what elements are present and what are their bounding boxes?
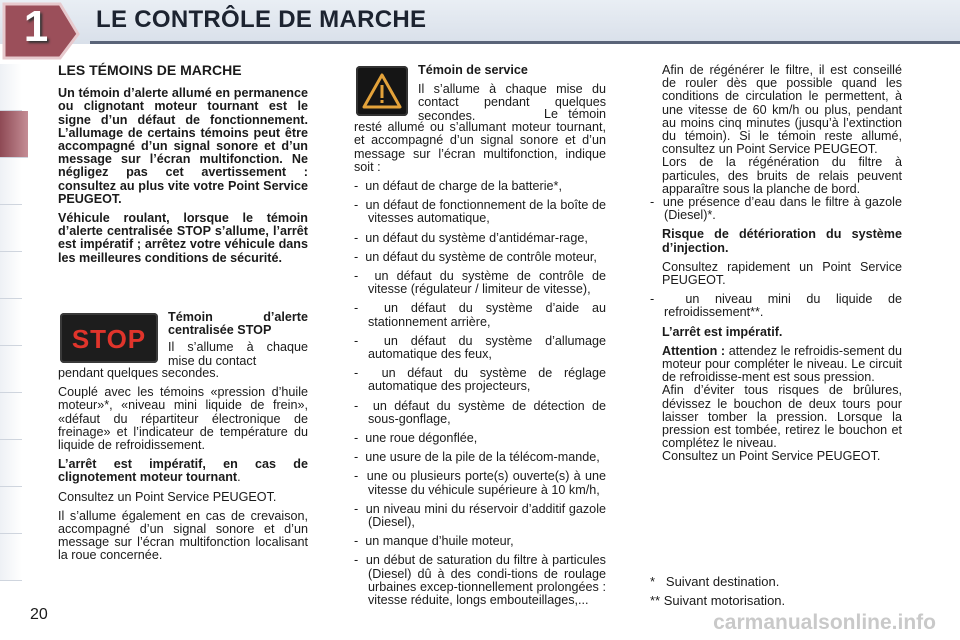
footnote-2-text: Suivant motorisation.: [663, 593, 786, 608]
footnote-2-mark: **: [650, 593, 661, 608]
side-tab[interactable]: [0, 64, 22, 111]
list-item: - une usure de la pile de la télécom-mande,: [354, 450, 600, 465]
consult-text-right: Consultez un Point Service PEUGEOT.: [662, 449, 881, 464]
regen-noise-text: Lors de la régénération du filtre à particules, des bruits de relais peuvent apparaître sous la planche de bord.: [662, 155, 902, 196]
side-tab[interactable]: [0, 534, 22, 581]
water-consult: Consultez rapidement un Point Service PEUGEOT.: [662, 259, 902, 288]
list-item: - un défaut du système de détection de sous-gonflage,: [354, 398, 606, 426]
column-right: [650, 64, 902, 470]
attention-text: Attention : attendez le refroidis-sement du moteur pour compléter le niveau. Le circuit de refroidisse-ment est sous pression.: [662, 343, 903, 385]
stop-heading: Témoin d’alerte centralisée STOP: [168, 310, 308, 338]
list-item: - un défaut du système d’allumage automatique des feux,: [354, 333, 606, 362]
stop-imperative-bold: L’arrêt est impératif, en cas de clignotement moteur tournant: [58, 457, 308, 485]
list-item: - un niveau mini du réservoir d’additif gazole (Diesel),: [354, 501, 606, 530]
stop-imperative: [58, 458, 308, 484]
list-item: - un défaut du système de contrôle moteur,: [354, 249, 597, 264]
section-title: LES TÉMOINS DE MARCHE: [58, 62, 242, 78]
side-tab[interactable]: [0, 440, 22, 487]
side-tab[interactable]: [0, 487, 22, 534]
list-item: - une ou plusieurs porte(s) ouverte(s) à une vitesse du véhicule supérieure à 10 km/h,: [354, 469, 606, 497]
side-tab[interactable]: [0, 346, 22, 393]
side-tab[interactable]: [0, 158, 22, 205]
footnote-2: [650, 593, 785, 608]
side-tab-active[interactable]: [0, 111, 28, 158]
stop-body: [58, 367, 308, 569]
side-tab[interactable]: [0, 252, 22, 299]
list-item: - un défaut du système de réglage automatique des projecteurs,: [354, 366, 606, 394]
column-left: [58, 64, 308, 271]
water-item: - une présence d’eau dans le filtre à gazole (Diesel)*.: [650, 195, 902, 223]
list-item: - un début de saturation du filtre à particules (Diesel) dû à des condi-tions de roulage urbaines excep-tionnellement prolongées : vitesse réduite, longs embouteillages,...: [354, 553, 606, 608]
puncture-text: Il s’allume également en cas de crevaison, accompagné d’un signal sonore et d’un message sur l’écran multifonction localisant la roue concernée.: [58, 508, 308, 563]
list-item: - une roue dégonflée,: [354, 431, 478, 446]
chapter-side-tabs: [0, 64, 28, 581]
regen-text: Afin de régénérer le filtre, il est conseillé de rouler dès que possible quand les conditions de circulation le permettent, à une vitesse de 60 km/h ou plus, pendant au moins cinq minutes (jusqu’à l’extinction du témoin). Si le témoin reste allumé, consultez un Point Service PEUGEOT.: [662, 63, 902, 157]
chapter-number: 1: [23, 2, 49, 51]
stop-text-1: Il s’allume à chaque mise du contact: [168, 340, 308, 368]
coupled-text: Couplé avec les témoins «pression d’huile moteur»*, «niveau mini liquide de frein», «défaut du répartiteur électronique de freinage» et l’indicateur de température du liquide de refroidissement.: [58, 385, 308, 453]
service-heading: Témoin de service: [418, 63, 528, 77]
watermark[interactable]: carmanualsonline.info: [713, 611, 936, 634]
side-tab[interactable]: [0, 205, 22, 252]
page-title: LE CONTRÔLE DE MARCHE: [96, 6, 427, 33]
page-number: 20: [30, 606, 48, 623]
list-item: - un manque d’huile moteur,: [354, 534, 514, 549]
rolling-warning: Véhicule roulant, lorsque le témoin d’alerte centralisée STOP s’allume, l’arrêt est impératif ; arrêtez votre véhicule dans les meilleures conditions de sécurité.: [58, 211, 308, 265]
stop-icon-label: STOP: [71, 324, 147, 354]
consult-text: Consultez un Point Service PEUGEOT.: [58, 489, 277, 504]
water-risk: Risque de détérioration du système d’injection.: [662, 227, 902, 255]
attention-label: Attention :: [662, 343, 726, 358]
list-item: - un défaut du système d’aide au stationnement arrière,: [354, 301, 606, 329]
footnote-1: [650, 574, 779, 589]
avoid-burns-text: Afin d’éviter tous risques de brûlures, dévissez le bouchon de deux tours pour laisser tomber la pression. Lorsque la pression est tombée, retirez le bouchon et complétez le niveau.: [662, 383, 902, 451]
list-item: - un défaut du système d’antidémar-rage,: [354, 230, 588, 245]
column-middle: [354, 108, 606, 613]
list-item: - un défaut du système de contrôle de vitesse (régulateur / limiteur de vitesse),: [354, 269, 606, 297]
intro-warning: Un témoin d’alerte allumé en permanence ou clignotant moteur tournant est le signe d’un défaut de fonctionnement. L’allumage de certains témoins peut être accompagné d’un signal sonore et d’un message sur l’écran multifonction. Ne négligez pas cet avertissement : consultez au plus vite votre Point Service PEUGEOT.: [58, 86, 308, 206]
coolant-stop: L’arrêt est impératif.: [662, 324, 783, 339]
service-text-a: Il s’allume à chaque mise du contact pendant quelques secondes.: [418, 82, 606, 123]
stop-text-2: pendant quelques secondes.: [58, 366, 220, 380]
service-list: [354, 180, 606, 607]
list-item: - un défaut de fonctionnement de la boîte de vitesses automatique,: [354, 198, 606, 226]
service-text-b: Le témoin resté allumé ou s’allumant moteur tournant, et accompagné d’un signal sonore et d’un message sur l’écran multifonction, indique soit :: [354, 107, 606, 174]
coolant-item: - un niveau mini du liquide de refroidissement**.: [650, 292, 902, 320]
footnote-1-mark: *: [650, 574, 656, 589]
side-tab[interactable]: [0, 393, 22, 440]
chapter-tab: [0, 0, 82, 62]
side-tab[interactable]: [0, 299, 22, 346]
stop-heading-block: [168, 311, 308, 368]
footnote-1-text: Suivant destination.: [665, 574, 780, 589]
list-item: - un défaut de charge de la batterie*,: [354, 179, 562, 194]
stop-warning-icon: [60, 313, 158, 363]
stop-imperative-end: .: [237, 470, 241, 485]
